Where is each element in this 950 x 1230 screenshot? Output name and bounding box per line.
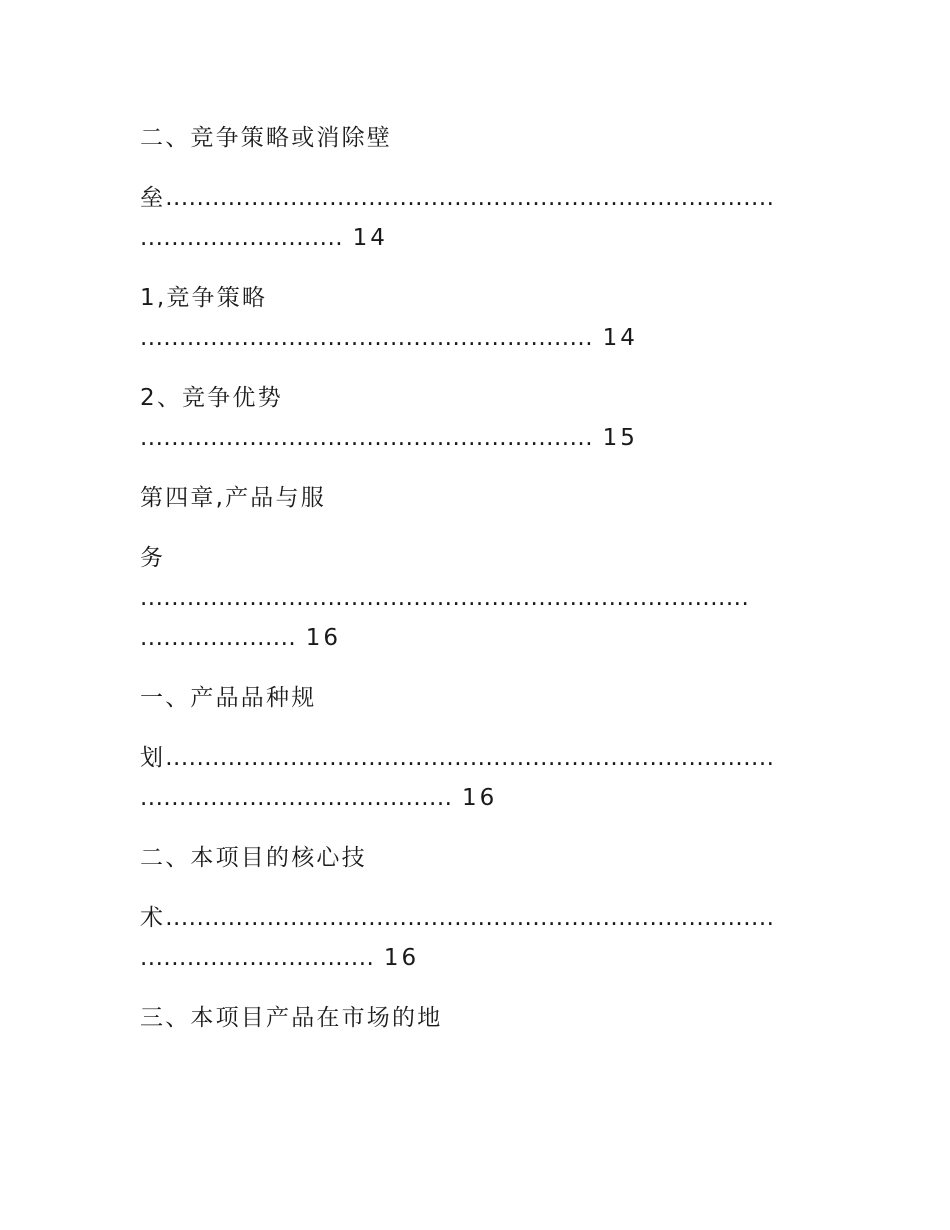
- toc-leader-dots: ..............................................................................: [165, 905, 775, 931]
- toc-leader-dots: ..........................................................: [140, 425, 594, 451]
- toc-page-number: 15: [602, 425, 638, 451]
- toc-entry-title-text: 二、本项目的核心技: [140, 845, 367, 871]
- toc-entry-title[interactable]: [140, 843, 367, 873]
- toc-entry-title[interactable]: [140, 383, 283, 413]
- toc-leader-dots: ....................: [140, 625, 297, 651]
- toc-entry-title-text: 2、竞争优势: [140, 385, 283, 411]
- toc-leader-dots: ..............................................................................: [165, 745, 775, 771]
- toc-entry-title-text: 务: [140, 545, 166, 571]
- toc-leader-dots: ..............................: [140, 945, 375, 971]
- toc-entry-title-cont[interactable]: [140, 183, 774, 213]
- toc-entry-page-line[interactable]: [140, 943, 419, 973]
- toc-page-number: 16: [461, 785, 498, 811]
- toc-entry-title-text: 垒: [140, 185, 166, 211]
- toc-entry-page-line[interactable]: [140, 423, 638, 453]
- toc-entry-title-cont[interactable]: [140, 903, 774, 933]
- toc-entry-title-text: 三、本项目产品在市场的地: [140, 1005, 443, 1031]
- toc-leader-dots: ..........................: [140, 225, 344, 251]
- toc-entry-page-line[interactable]: [140, 623, 341, 653]
- toc-entry-page-line[interactable]: [140, 223, 388, 253]
- toc-entry-title-text: 二、竞争策略或消除壁: [140, 125, 392, 151]
- toc-entry-title-cont[interactable]: [140, 543, 165, 573]
- toc-entry-title[interactable]: [140, 283, 267, 313]
- toc-page-number: 14: [352, 225, 388, 251]
- toc-page-number: 16: [305, 625, 342, 651]
- toc-entry-page-line[interactable]: [140, 783, 497, 813]
- toc-entry-title[interactable]: [140, 483, 326, 513]
- toc-entry-title[interactable]: [140, 123, 392, 153]
- toc-entry-title-text: 划: [140, 745, 166, 771]
- toc-leader-dots: ........................................: [140, 785, 453, 811]
- toc-page-number: 16: [383, 945, 420, 971]
- toc-entry-title-text: 术: [140, 905, 166, 931]
- toc-leader-dots: ..............................................................................: [165, 185, 775, 211]
- toc-entry-title-text: 一、产品品种规: [140, 685, 317, 711]
- toc-page-number: 14: [602, 325, 638, 351]
- toc-leader-line[interactable]: [140, 583, 749, 613]
- toc-entry-title-text: 第四章,产品与服: [140, 485, 326, 511]
- toc-leader-dots: ..........................................................: [140, 325, 594, 351]
- toc-entry-title[interactable]: [140, 1003, 442, 1033]
- toc-leader-dots: ..............................................................................: [140, 585, 750, 611]
- toc-entry-title-cont[interactable]: [140, 743, 774, 773]
- toc-entry-title-text: 1,竞争策略: [140, 285, 268, 311]
- toc-entry-title[interactable]: [140, 683, 316, 713]
- toc-entry-page-line[interactable]: [140, 323, 638, 353]
